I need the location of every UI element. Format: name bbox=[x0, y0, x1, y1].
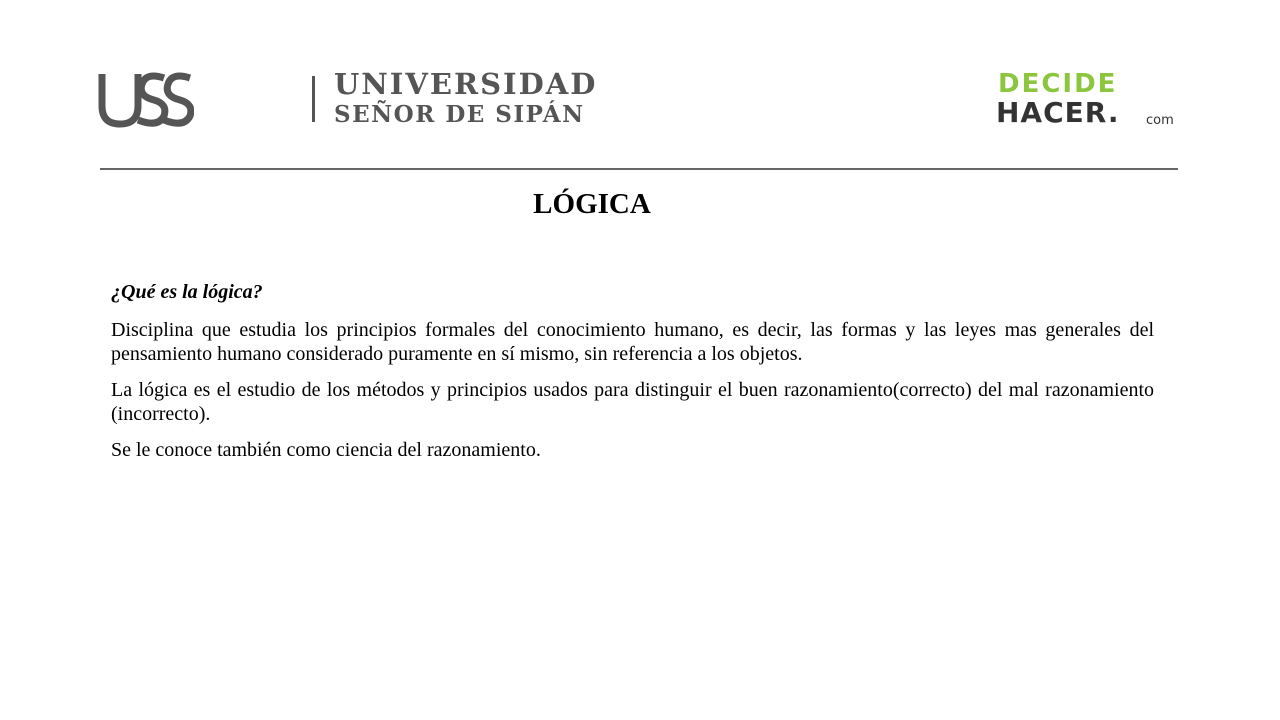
decide-hacer-logo bbox=[996, 70, 1186, 130]
question-heading: ¿Qué es la lógica? bbox=[111, 281, 263, 303]
university-name-line2: SEÑOR DE SIPÁN bbox=[334, 101, 585, 128]
decide-hacer-suffix: com bbox=[1146, 113, 1174, 128]
university-name bbox=[334, 67, 598, 128]
decide-hacer-line2: HACER. bbox=[996, 96, 1120, 129]
header-divider bbox=[100, 168, 1178, 170]
university-name-line1: UNIVERSIDAD bbox=[334, 67, 598, 101]
slide-title: LÓGICA bbox=[533, 188, 651, 220]
slide-body bbox=[111, 280, 1154, 474]
uss-logo bbox=[98, 67, 598, 130]
paragraph-science: Se le conoce también como ciencia del razonamiento. bbox=[111, 439, 541, 461]
paragraph-definition: Disciplina que estudia los principios formales del conocimiento humano, es decir, las formas y las leyes mas generales del pensamiento humano considerado puramente en sí mismo, sin referencia a los objetos. bbox=[111, 319, 1154, 365]
logo-divider bbox=[312, 76, 315, 122]
uss-monogram-icon bbox=[98, 70, 194, 128]
decide-hacer-line1: DECIDE bbox=[998, 69, 1118, 99]
paragraph-study: La lógica es el estudio de los métodos y principios usados para distinguir el buen razonamiento(correcto) del mal razonamiento (incorrecto). bbox=[111, 379, 1154, 425]
